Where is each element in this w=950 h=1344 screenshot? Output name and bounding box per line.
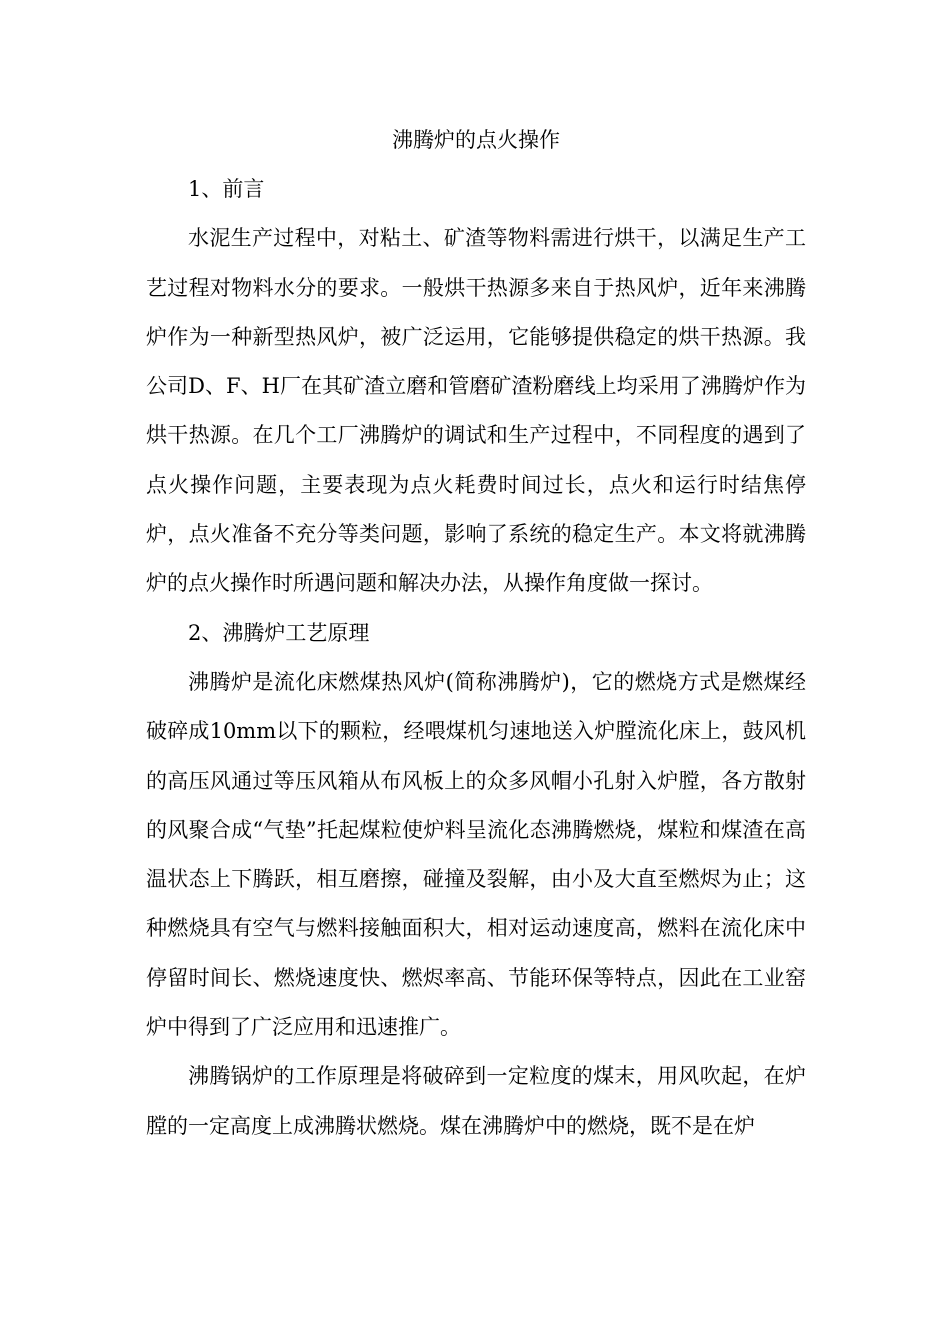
paragraph-principle-1: 沸腾炉是流化床燃煤热风炉(简称沸腾炉)，它的燃烧方式是燃煤经破碎成10mm以下的颗粒，经喂煤机匀速地送入炉膛流化床上，鼓风机的高压风通过等压风箱从布风板上的众多风帽小孔射入炉膛，各方散射的风聚合成“气垫”托起煤粒使炉料呈流化态沸腾燃烧，煤粒和煤渣在高温状态上下腾跃，相互磨擦，碰撞及裂解，由小及大直至燃烬为止；这种燃烧具有空气与燃料接触面积大，相对运动速度高，燃料在流化床中停留时间长、燃烧速度快、燃烬率高、节能环保等特点，因此在工业窑炉中得到了广泛应用和迅速推广。 [146,669,806,1040]
section-heading-principle: 2、沸腾炉工艺原理 [188,620,370,645]
section-heading-intro: 1、前言 [188,177,265,201]
document-title: 沸腾炉的点火操作 [392,128,560,152]
paragraph-intro: 水泥生产过程中，对粘土、矿渣等物料需进行烘干，以满足生产工艺过程对物料水分的要求。一般烘干热源多来自于热风炉，近年来沸腾炉作为一种新型热风炉，被广泛运用，它能够提供稳定的烘干热源。我公司D、F、H厂在其矿渣立磨和管磨矿渣粉磨线上均采用了沸腾炉作为烘干热源。在几个工厂沸腾炉的调试和生产过程中，不同程度的遇到了点火操作问题，主要表现为点火耗费时间过长，点火和运行时结焦停炉，点火准备不充分等类问题，影响了系统的稳定生产。本文将就沸腾炉的点火操作时所遇问题和解决办法，从操作角度做一探讨。 [146,226,806,596]
paragraph-principle-2: 沸腾锅炉的工作原理是将破碎到一定粒度的煤末，用风吹起，在炉膛的一定高度上成沸腾状燃烧。煤在沸腾炉中的燃烧，既不是在炉 [146,1064,806,1138]
document-body [146,116,806,1151]
